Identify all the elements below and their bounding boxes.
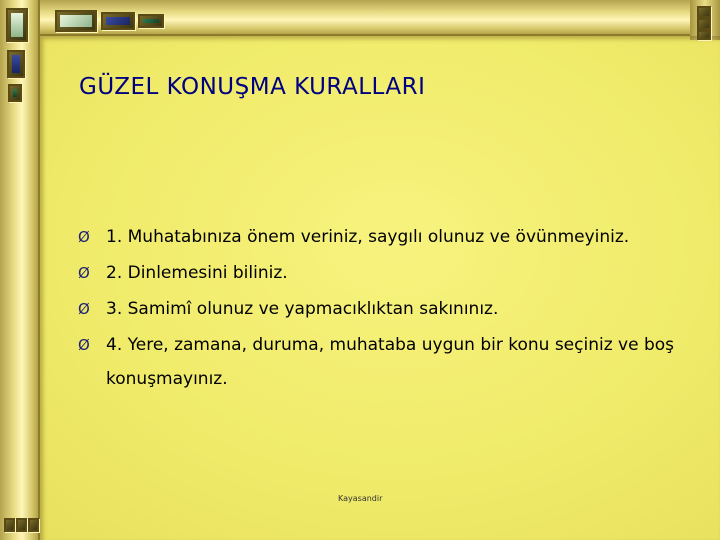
frame-ornament-icon	[697, 30, 711, 40]
list-item	[78, 260, 698, 286]
list-item-text: 2. Dinlemesini biliniz.	[106, 263, 288, 283]
frame-ornament-icon	[697, 6, 711, 18]
list-item	[78, 296, 698, 322]
frame-ornament-icon	[28, 518, 39, 532]
bullet-arrow-icon: Ø	[78, 336, 90, 354]
list-item	[78, 224, 698, 250]
list-item	[78, 332, 698, 400]
bullet-arrow-icon: Ø	[78, 300, 90, 318]
slide-footer: Kayasandir	[338, 494, 383, 503]
list-item-text: 3. Samimî olunuz ve yapmacıklıktan sakınınız.	[106, 299, 499, 319]
frame-ornament-icon	[6, 8, 28, 42]
bullet-arrow-icon: Ø	[78, 264, 90, 282]
frame-ornament-icon	[138, 14, 164, 28]
frame-ornament-icon	[101, 12, 135, 30]
slide-frame-left	[0, 0, 40, 540]
frame-ornament-icon	[4, 518, 15, 532]
bullet-arrow-icon: Ø	[78, 228, 90, 246]
list-item-text: 4. Yere, zamana, duruma, muhataba uygun bir konu seçiniz ve boş konuşmayınız.	[106, 335, 675, 389]
bullet-list	[78, 224, 698, 410]
frame-ornament-icon	[55, 10, 97, 32]
frame-ornament-icon	[8, 84, 22, 102]
frame-ornament-icon	[16, 518, 27, 532]
frame-ornament-icon	[697, 18, 711, 30]
list-item-text: 1. Muhatabınıza önem veriniz, saygılı olunuz ve övünmeyiniz.	[106, 227, 630, 247]
slide-title: GÜZEL KONUŞMA KURALLARI	[79, 74, 426, 100]
frame-ornament-icon	[7, 50, 25, 78]
